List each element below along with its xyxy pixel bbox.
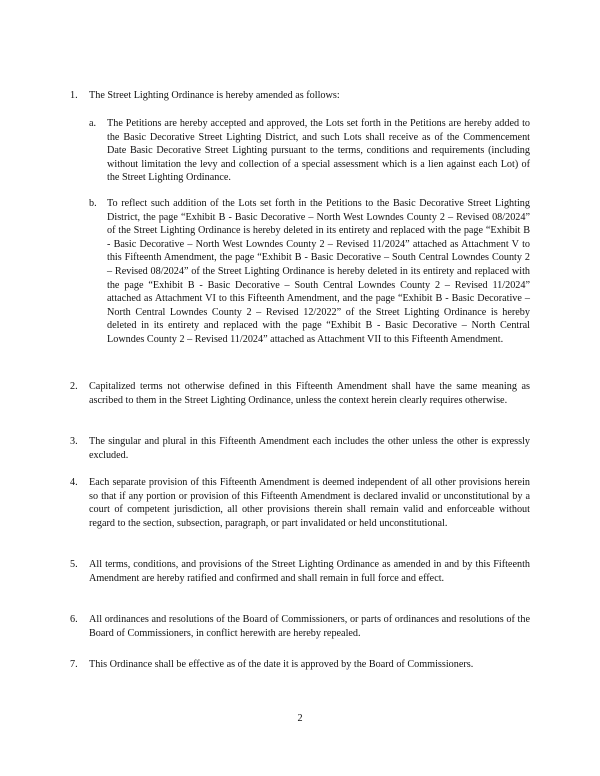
- section-text: The singular and plural in this Fifteenth Amendment each includes the other unless the other is expressly excluded.: [89, 436, 530, 461]
- section-3: [70, 435, 530, 462]
- subsection-text: The Petitions are hereby accepted and approved, the Lots set forth in the Petitions are hereby added to the Basic Decorative Street Lighting District, and such Lots shall receive as of the Commencement Date Basic Decorative Street Lighting pursuant to the terms, conditions and requirements (including without limitation the levy and collection of a special assessment which is a lien against each Lot) of the Street Lighting Ordinance.: [107, 118, 530, 184]
- section-number: 7.: [70, 659, 78, 670]
- subsection-letter: a.: [89, 118, 97, 129]
- section-text: All terms, conditions, and provisions of the Street Lighting Ordinance as amended in and by this Fifteenth Amendment are hereby ratified and confirmed and shall remain in full force and effect.: [89, 559, 530, 584]
- subsection-1b: [89, 197, 530, 347]
- section-7: [70, 658, 530, 672]
- subsection-1a: [89, 117, 530, 185]
- section-6: [70, 613, 530, 640]
- section-text: Capitalized terms not otherwise defined in this Fifteenth Amendment shall have the same meaning as ascribed to them in the Street Lighting Ordinance, unless the context herein clearly requires otherwise.: [89, 381, 530, 406]
- section-number: 2.: [70, 381, 78, 392]
- section-4: [70, 476, 530, 530]
- page-number: 2: [297, 713, 303, 724]
- section-1: [70, 89, 530, 103]
- section-5: [70, 558, 530, 585]
- section-number: 1.: [70, 90, 78, 101]
- section-text: Each separate provision of this Fifteenth Amendment is deemed independent of all other provisions herein so that if any portion or provision of this Fifteenth Amendment is declared invalid or unconstitutional by a court of competent jurisdiction, all other provisions therein shall remain valid and enforceable without regard to the section, subsection, paragraph, or part invalidated or held unconstitutional.: [89, 477, 530, 529]
- section-2: [70, 380, 530, 407]
- section-number: 3.: [70, 436, 78, 447]
- section-number: 6.: [70, 614, 78, 625]
- section-text: The Street Lighting Ordinance is hereby amended as follows:: [89, 90, 340, 101]
- section-text: All ordinances and resolutions of the Board of Commissioners, or parts of ordinances and resolutions of the Board of Commissioners, in conflict herewith are hereby repealed.: [89, 614, 530, 639]
- section-number: 5.: [70, 559, 78, 570]
- subsection-text: To reflect such addition of the Lots set forth in the Petitions to the Basic Decorative Street Lighting District, the page “Exhibit B - Basic Decorative – North West Lowndes County 2 – Revised 08/2024” of the Street Lighting Ordinance is hereby deleted in its entirety and replaced with the page “Exhibit B - Basic Decorative – North West Lowndes County 2 – Revised 11/2024” attached as Attachment V to this Fifteenth Amendment, the page “Exhibit B - Basic Decorative – South Central Lowndes County 2 – Revised 08/2024” of the Street Lighting Ordinance is hereby deleted in its entirety and replaced with the page “Exhibit B - Basic Decorative – South Central Lowndes County 2 – Revised 11/2024” attached as Attachment VI to this Fifteenth Amendment, and the page “Exhibit B - Basic Decorative – North Central Lowndes County 2 – Revised 12/2022” of the Street Lighting Ordinance is hereby deleted in its entirety and replaced with the page “Exhibit B - Basic Decorative – North Central Lowndes County 2 – Revised 11/2024” attached as Attachment VII to this Fifteenth Amendment.: [107, 198, 530, 345]
- section-text: This Ordinance shall be effective as of the date it is approved by the Board of Commissioners.: [89, 659, 474, 670]
- subsection-letter: b.: [89, 198, 97, 209]
- section-number: 4.: [70, 477, 78, 488]
